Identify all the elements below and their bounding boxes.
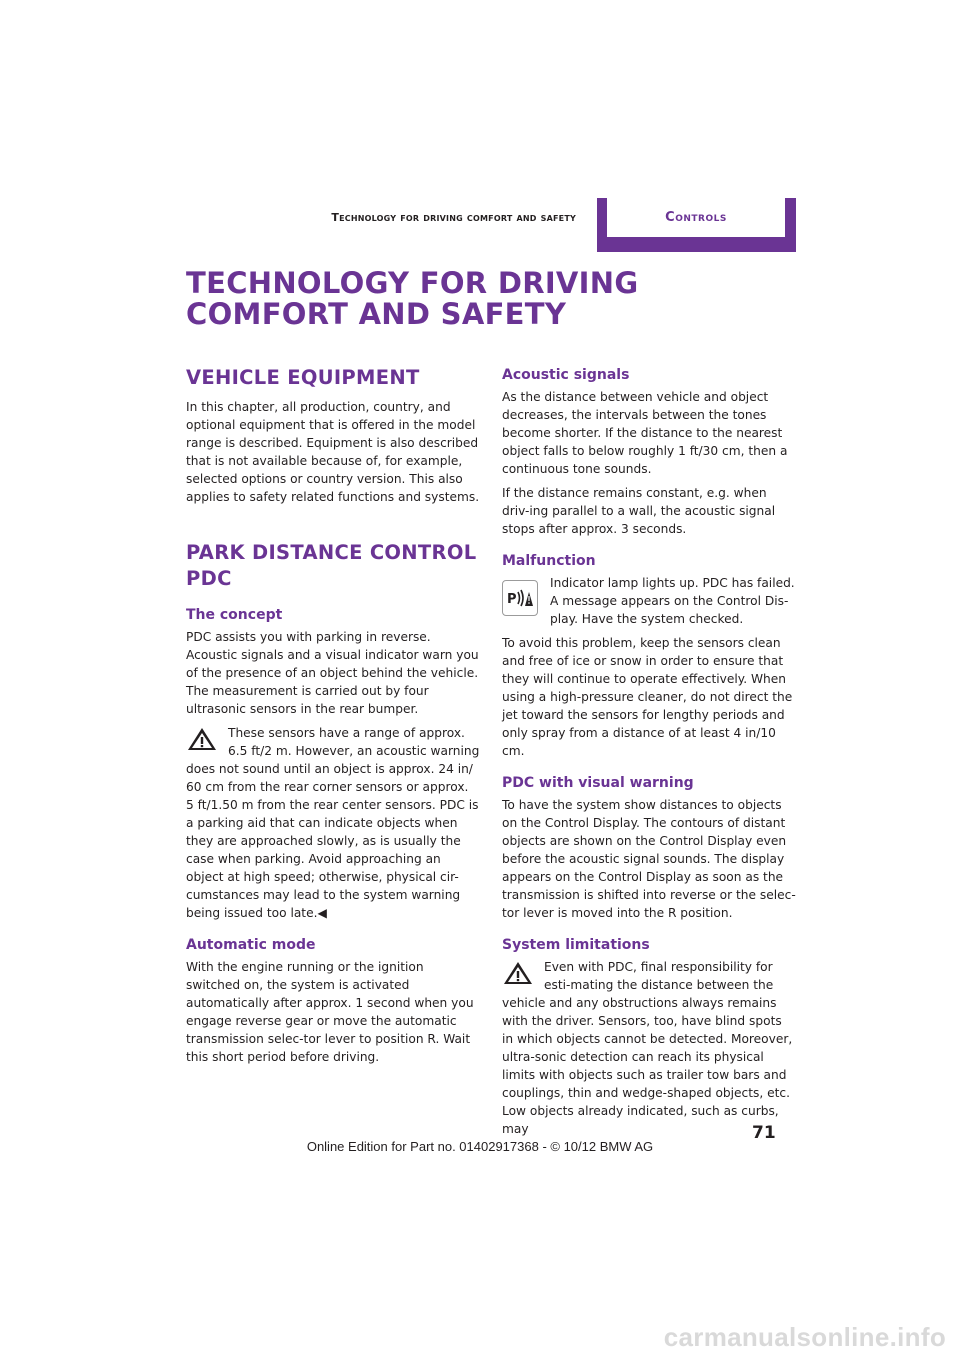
- page-title: TECHNOLOGY FOR DRIVING COMFORT AND SAFETY: [186, 266, 639, 331]
- section-tab: [597, 198, 796, 252]
- system-limitations-text: Even with PDC, final responsibility for esti-mating the distance between the vehicle and any obstructions always remains with the driver. Sensors, too, have blind spots in which objects cannot be detected. Moreover, ultra-sonic detection can reach its physical limits with objects such as trailer tow bars and couplings, thin and wedge-shaped objects, etc. Low objects already indicated, such as curbs, may: [502, 960, 793, 1136]
- warning-triangle-icon: [186, 726, 218, 752]
- concept-text: PDC assists you with parking in reverse. Acoustic signals and a visual indicator warn you of the presence of an object behind the vehicle. The measurement is carried out by four ultrasonic sensors in the rear bumper.: [186, 630, 479, 716]
- system-limitations-warning: [502, 958, 796, 1138]
- section-tab-label: Controls: [665, 210, 727, 225]
- concept-warning: [186, 724, 480, 922]
- pdc-heading: PARK DISTANCE CONTROL PDC: [186, 541, 477, 590]
- automatic-mode-heading: Automatic mode: [186, 937, 316, 953]
- vehicle-equipment-heading: VEHICLE EQUIPMENT: [186, 366, 420, 389]
- running-header: Technology for driving comfort and safety: [331, 211, 576, 224]
- left-column: [186, 366, 480, 1072]
- malfunction-text: To avoid this problem, keep the sensors clean and free of ice or snow in order to ensure that they will continue to operate effectively. When using a high-pressure cleaner, do not direct the jet toward the sensors for lengthy periods and only spray from a distance of at least 4 in/10 cm.: [502, 636, 793, 758]
- vehicle-equipment-text: In this chapter, all production, country, and optional equipment that is offered in the model range is described. Equipment is also described that is not available because of, for example, selected options or country version. This also applies to safety related functions and systems.: [186, 400, 480, 504]
- footer: Online Edition for Part no. 01402917368 - © 10/12 BMW AG: [306, 1139, 654, 1154]
- right-column: [502, 366, 796, 1144]
- watermark: carmanualsonline.info: [663, 1322, 946, 1352]
- automatic-mode-text: With the engine running or the ignition switched on, the system is activated automatically after approx. 1 second when you engage reverse gear or move the automatic transmission selec-tor lever to position R. Wait this short period before driving.: [186, 960, 474, 1064]
- page-number: 71: [752, 1123, 776, 1143]
- acoustic-signals-text-1: As the distance between vehicle and object decreases, the intervals between the tones become shorter. If the distance to the nearest object falls to below roughly 1 ft/30 cm, then a continuous tone sounds.: [502, 390, 788, 476]
- visual-warning-text: To have the system show distances to objects on the Control Display. The contours of distant objects are shown on the Control Display even before the acoustic signal sounds. The display appears on the Control Display as soon as the transmission is shifted into reverse or the selec-tor lever is moved into the R position.: [502, 798, 796, 920]
- malfunction-indicator-text: Indicator lamp lights up. PDC has failed. A message appears on the Control Dis-play. Have the system checked.: [550, 576, 795, 626]
- concept-warning-text: These sensors have a range of approx. 6.5 ft/2 m. However, an acoustic warning does not sound until an object is approx. 24 in/ 60 cm from the rear corner sensors or approx. 5 ft/1.50 m from the rear center sensors. PDC is a parking aid that can indicate objects when they are approached slowly, as is usually the case when parking. Avoid approaching an object at high speed; otherwise, physical cir-cumstances may lead to the system warning being issued too late.: [186, 726, 480, 920]
- acoustic-signals-text-2: If the distance remains constant, e.g. when driv-ing parallel to a wall, the acoustic signal stops after approx. 3 seconds.: [502, 486, 776, 536]
- acoustic-signals-heading: Acoustic signals: [502, 367, 630, 383]
- pdc-indicator-icon: [502, 580, 538, 616]
- system-limitations-heading: System limitations: [502, 937, 650, 953]
- warning-triangle-icon: [502, 960, 534, 986]
- end-mark-icon: ◀: [317, 906, 327, 920]
- malfunction-heading: Malfunction: [502, 553, 596, 569]
- visual-warning-heading: PDC with visual warning: [502, 775, 694, 791]
- concept-heading: The concept: [186, 607, 283, 623]
- malfunction-indicator: [502, 574, 796, 628]
- svg-text:P: P: [507, 592, 517, 607]
